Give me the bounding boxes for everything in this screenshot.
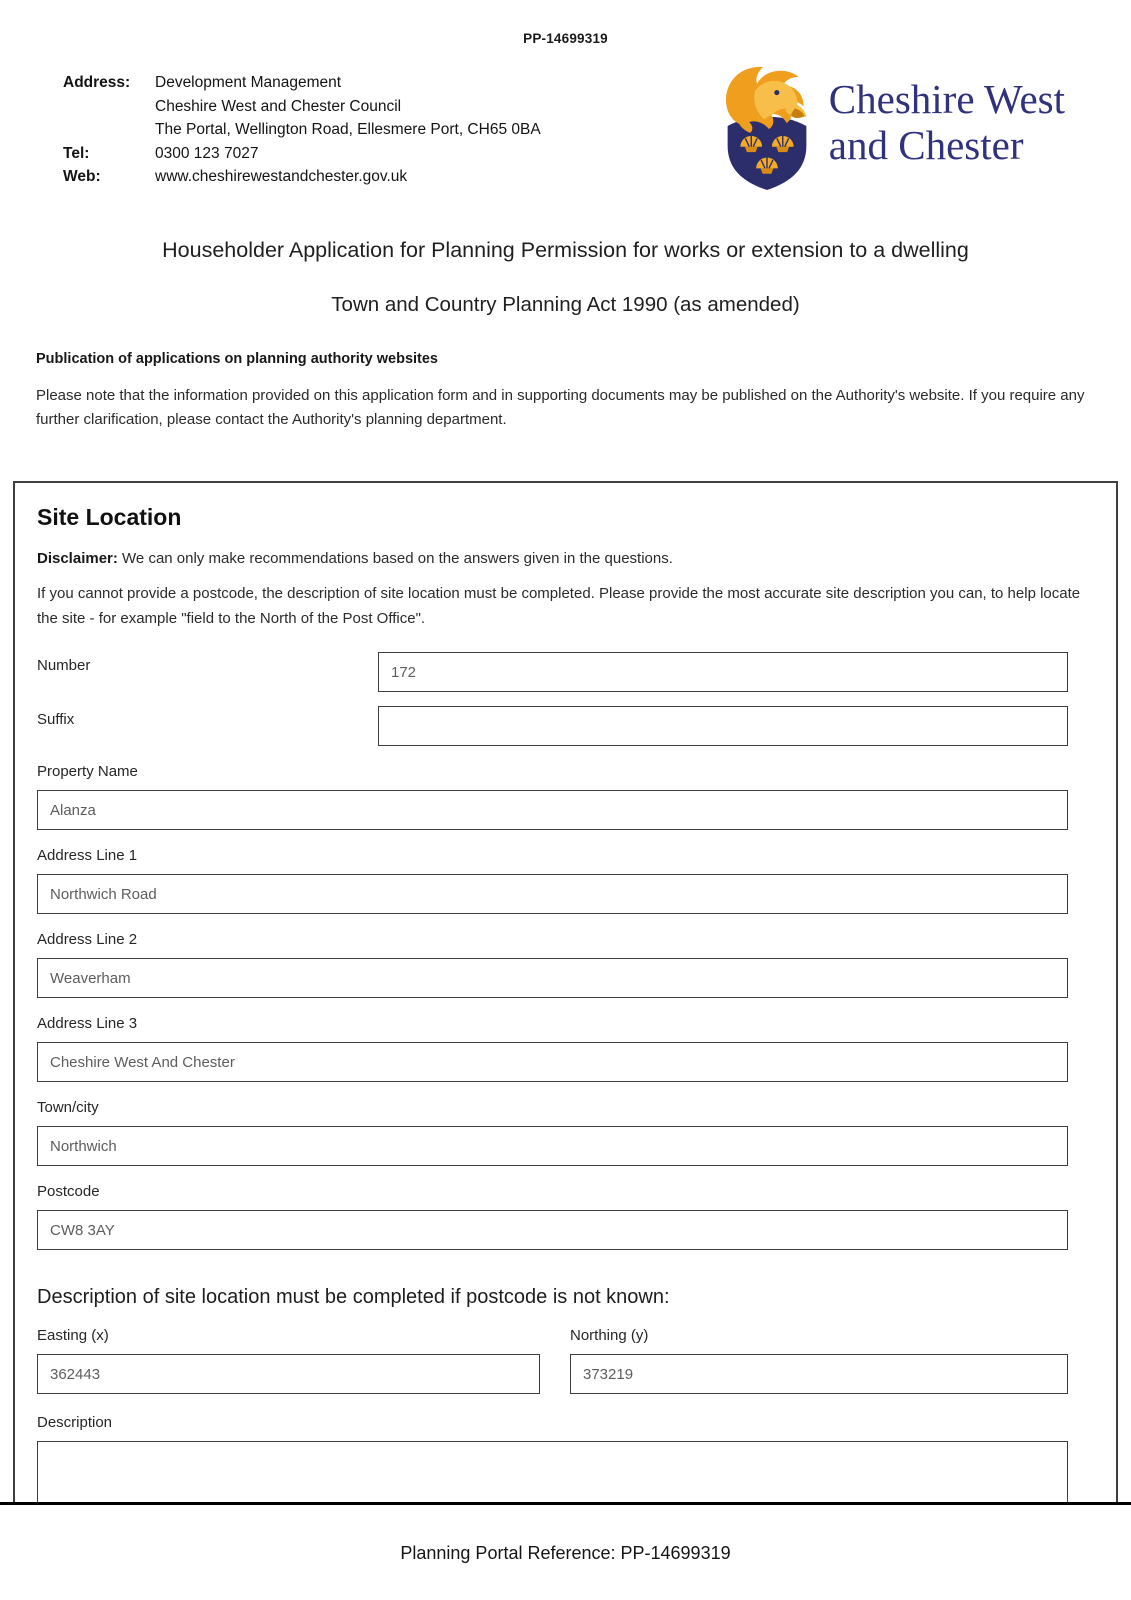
lion-shield-crest-icon <box>717 65 817 196</box>
town-city-label: Town/city <box>37 1099 99 1117</box>
address-label: Address: <box>63 74 131 91</box>
town-city-input[interactable] <box>37 1126 1068 1166</box>
council-header <box>63 71 1065 196</box>
logo-line-2: and Chester <box>828 121 1024 168</box>
address-line-2-input[interactable] <box>37 958 1068 998</box>
disclaimer-label: Disclaimer: <box>37 550 118 567</box>
council-contact-block <box>63 71 541 189</box>
council-logo <box>717 65 1065 196</box>
publication-body: Please note that the information provided on this application form and in supporting documents may be published on the Authority's website. If you require any further clarification, please contact the Authority's planning department. <box>36 387 1085 429</box>
field-description <box>37 1414 1092 1504</box>
field-address-line-2 <box>37 931 1092 998</box>
document-subtitle: Town and Country Planning Act 1990 (as amended) <box>331 293 800 316</box>
publication-heading: Publication of applications on planning authority websites <box>36 351 438 367</box>
easting-input[interactable] <box>37 1354 540 1394</box>
tel-value: 0300 123 7027 <box>155 144 259 162</box>
address-line: Development Management <box>155 74 342 91</box>
council-logo-wordmark <box>829 77 1065 169</box>
number-input[interactable] <box>378 652 1068 692</box>
web-value: www.cheshirewestandchester.gov.uk <box>155 168 408 186</box>
northing-input[interactable] <box>570 1354 1068 1394</box>
description-textarea[interactable] <box>37 1441 1068 1504</box>
site-location-intro: If you cannot provide a postcode, the description of site location must be completed. Please provide the most accurate site description you can, to help locate the site - for example "field to the North of the Post Office". <box>37 585 1081 628</box>
field-number <box>37 652 1092 692</box>
easting-label: Easting (x) <box>37 1327 109 1345</box>
document-title: Householder Application for Planning Permission for works or extension to a dwelling <box>162 238 969 262</box>
address-line-3-input[interactable] <box>37 1042 1068 1082</box>
field-postcode <box>37 1183 1092 1250</box>
tel-label: Tel: <box>63 144 90 162</box>
site-location-heading: Site Location <box>37 504 182 530</box>
address-line: The Portal, Wellington Road, Ellesmere Port, CH65 0BA <box>155 121 541 139</box>
property-name-label: Property Name <box>37 763 138 781</box>
property-name-input[interactable] <box>37 790 1068 830</box>
address-line-2-label: Address Line 2 <box>37 931 138 949</box>
field-property-name <box>37 763 1092 830</box>
logo-line-1: Cheshire West <box>828 76 1065 122</box>
address-line-3-label: Address Line 3 <box>37 1015 138 1033</box>
address-line-1-label: Address Line 1 <box>37 847 138 865</box>
field-address-line-1 <box>37 847 1092 914</box>
field-suffix <box>37 706 1092 746</box>
address-value <box>155 71 541 142</box>
address-line-1-input[interactable] <box>37 874 1068 914</box>
field-address-line-3 <box>37 1015 1092 1082</box>
address-line: Cheshire West and Chester Council <box>155 97 402 115</box>
field-northing <box>570 1327 1068 1394</box>
field-easting <box>37 1327 540 1394</box>
coordinates-row <box>37 1327 1092 1394</box>
number-label: Number <box>37 657 91 675</box>
northing-label: Northing (y) <box>570 1327 649 1345</box>
disclaimer-text: Disclaimer: We can only make recommendations based on the answers given in the questions. <box>37 550 673 567</box>
web-label: Web: <box>63 168 101 186</box>
description-requirement-heading: Description of site location must be completed if postcode is not known: <box>37 1286 670 1309</box>
suffix-label: Suffix <box>37 711 75 729</box>
site-location-section <box>13 481 1118 1504</box>
postcode-input[interactable] <box>37 1210 1068 1250</box>
planning-portal-reference-top: PP-14699319 <box>523 31 608 46</box>
field-town-city <box>37 1099 1092 1166</box>
suffix-input[interactable] <box>378 706 1068 746</box>
postcode-label: Postcode <box>37 1183 100 1201</box>
page-break-rule <box>0 1502 1131 1505</box>
planning-portal-reference-footer: Planning Portal Reference: PP-14699319 <box>400 1543 731 1563</box>
description-label: Description <box>37 1414 113 1432</box>
